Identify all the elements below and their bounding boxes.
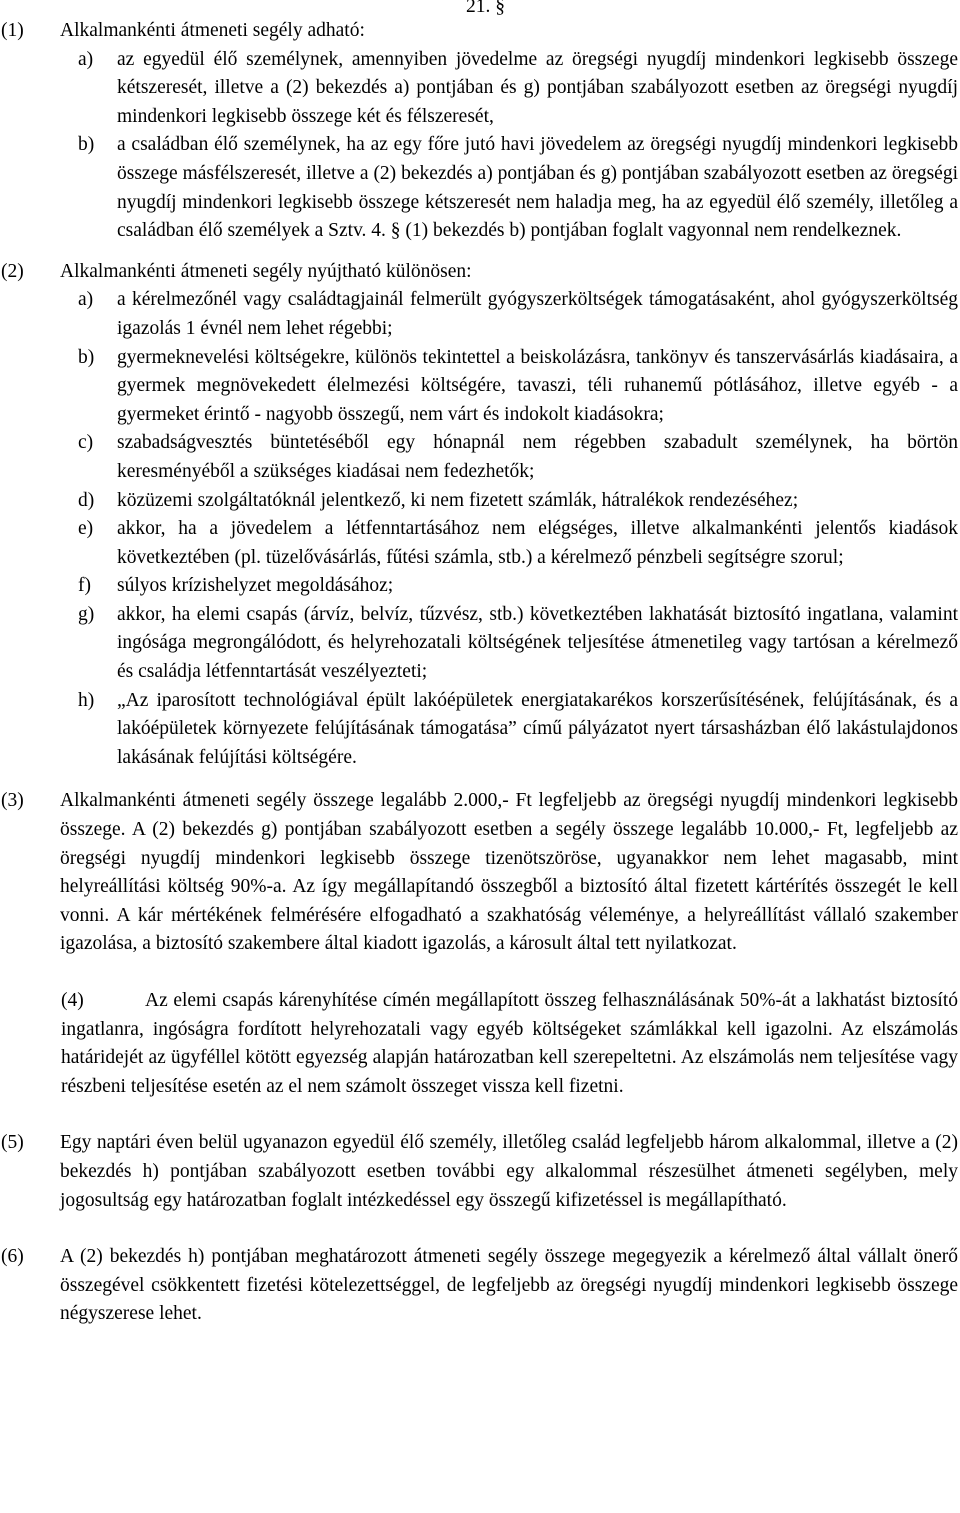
- item-text: súlyos krízishelyzet megoldásához;: [117, 575, 394, 597]
- item-text: közüzemi szolgáltatóknál jelentkező, ki nem fizetett számlák, hátralékok rendezéséhez;: [117, 489, 799, 511]
- paragraph-intro: Alkalmankénti átmeneti segély nyújtható különösen:: [60, 260, 472, 282]
- paragraph-text: A (2) bekezdés h) pontjában meghatározott átmeneti segély összege megegyezik a kérelmező által vállalt önerő összegével csökkentett fizetési kötelezettséggel, de legfeljebb az öregségi nyugdíj mindenkori legkisebb összege négyszerese lehet.: [60, 1246, 958, 1325]
- item-label: a): [78, 48, 94, 70]
- list-item: [60, 515, 958, 572]
- list-item: [60, 429, 958, 486]
- item-text: a kérelmezőnél vagy családtagjainál felmerült gyógyszerköltségek támogatásaként, ahol gyógyszerköltség igazolás 1 évnél nem lehet régebbi;: [117, 289, 958, 339]
- item-text: akkor, ha elemi csapás (árvíz, belvíz, tűzvész, stb.) következtében lakhatását biztosító ingatlana, valamint ingósága megrongálódott, és helyrehozatali költségének teljesítése átmenetileg vagy tartósan a kérelmező és családja létfenntartását veszélyezteti;: [117, 603, 958, 683]
- item-label: h): [78, 689, 95, 711]
- item-text: akkor, ha a jövedelem a létfenntartásához nem elégséges, illetve alkalmankénti jelentős kiadások következtében (pl. tüzelővásárlás, fűtési számla, stb.) a kérelmező pénzbeli segítségre szorul;: [117, 518, 958, 568]
- document-body: [0, 17, 960, 1329]
- list-item: [60, 487, 958, 516]
- paragraph-text: Alkalmankénti átmeneti segély összege legalább 2.000,- Ft legfeljebb az öregségi nyugdíj mindenkori legkisebb összege. A (2) bekezdés g) pontjában szabályozott esetben a segély összege legalább 10.000,- Ft, legfeljebb az öregségi nyugdíj mindenkori legkisebb összege tizenötszöröse, ugyanakkor nem lehet magasabb, mint helyreállítási költség 90%-a. Az így megállapítandó összegből a biztosító által fizetett kártérítés összegét le kell vonni. A kár mértékének felmérésére elfogadható a szakhatóság véleménye, a helyreállítást vállaló szakember igazolása, a biztosító szakembere által kiadott igazolás, a károsult által tett nyilatkozat.: [60, 790, 958, 955]
- item-text: a családban élő személynek, ha az egy főre jutó havi jövedelem az öregségi nyugdíj mindenkori legkisebb összege másfélszeresét, illetve a (2) bekezdés a) pontjában és g) pontjában szabályozott esetben az öregségi nyugdíj mindenkori legkisebb összege kétszeresét nem haladja meg, ha az egyedül élő személy, illetőleg a családban élő személyek a Sztv. 4. § (1) bekezdés b) pontjában foglalt vagyonnal nem rendelkeznek.: [117, 134, 958, 242]
- paragraph-number: (3): [1, 790, 24, 812]
- list-item: [60, 344, 958, 430]
- paragraph-content: [60, 17, 960, 246]
- item-label: b): [78, 134, 95, 156]
- paragraph-number: (1): [1, 20, 24, 41]
- item-label: e): [78, 518, 94, 540]
- item-text: az egyedül élő személynek, amennyiben jövedelme az öregségi nyugdíj mindenkori legkisebb összege kétszeresét, illetve a (2) bekezdés a) pontjában és g) pontjában szabályozott esetben az öregségi nyugdíj mindenkori legkisebb összege két és félszeresét,: [117, 48, 958, 127]
- paragraph-text: Egy naptári éven belül ugyanazon egyedül élő személy, illetőleg család legfeljebb három alkalommal, illetve a (2) bekezdés h) pontjában szabályozott esetben további egy alkalommal részesülhet átmeneti segélyben, mely jogosultság egy határozatban foglalt intézkedéssel egy összegű kifizetéssel is megállapítható.: [60, 1132, 958, 1211]
- paragraph-number: (5): [1, 1132, 24, 1154]
- list-item: [60, 46, 958, 132]
- item-label: b): [78, 346, 95, 368]
- paragraph-4: [0, 987, 960, 1101]
- paragraph-number: (4): [61, 990, 84, 1011]
- paragraph-intro: Alkalmankénti átmeneti segély adható:: [60, 20, 365, 41]
- item-label: a): [78, 289, 94, 311]
- paragraph-1: [0, 17, 960, 246]
- list-item: [60, 286, 958, 343]
- paragraph-number: (6): [1, 1246, 24, 1268]
- paragraph-text: Az elemi csapás kárenyhítése címén megállapított összeg felhasználásának 50%-át a lakhatást biztosító ingatlanra, ingóságra fordított helyrehozatali vagy egyéb költségeket számlákkal kell igazolni. Az elszámolás határidejét az ügyféllel kötött egyezség alapján határozatban kell szerepeltetni. Az elszámolás nem teljesítése vagy részbeni teljesítése esetén az el nem számolt összeget vissza kell fizetni.: [61, 990, 958, 1097]
- paragraph-6: [0, 1243, 960, 1329]
- paragraph-5: [0, 1129, 960, 1215]
- item-text: „Az iparosított technológiával épült lakóépületek energiatakarékos korszerűsítésének, felújításának, és a lakóépületek környezete felújításának támogatása” című pályázatot nyert társasházban élő lakástulajdonos lakásának felújítási költségére.: [117, 689, 958, 768]
- list-item: [60, 572, 958, 601]
- section-heading: 21. §: [466, 0, 505, 17]
- paragraph-content: [60, 258, 960, 773]
- list-item: [60, 687, 958, 773]
- item-label: c): [78, 432, 94, 454]
- paragraph-number: (2): [1, 260, 24, 282]
- list-item: [60, 131, 958, 245]
- list-item: [60, 601, 958, 687]
- item-label: g): [78, 603, 95, 625]
- item-label: d): [78, 489, 95, 511]
- item-label: f): [78, 575, 91, 597]
- item-text: gyermeknevelési költségekre, különös tekintettel a beiskolázásra, tankönyv és tanszervásárlás kiadásaira, a gyermek megnövekedett élelmezési költségére, tavaszi, téli ruhanemű pótlásához, illetve egyéb - a gyermeket érintő - nagyobb összegű, nem várt és indokolt kiadásokra;: [117, 346, 958, 425]
- paragraph-2: [0, 258, 960, 773]
- item-text: szabadságvesztés büntetéséből egy hónapnál nem régebben szabadult személynek, ha börtön keresményéből a szükséges kiadásai nem fedezhetők;: [117, 432, 958, 482]
- paragraph-3: [0, 787, 960, 959]
